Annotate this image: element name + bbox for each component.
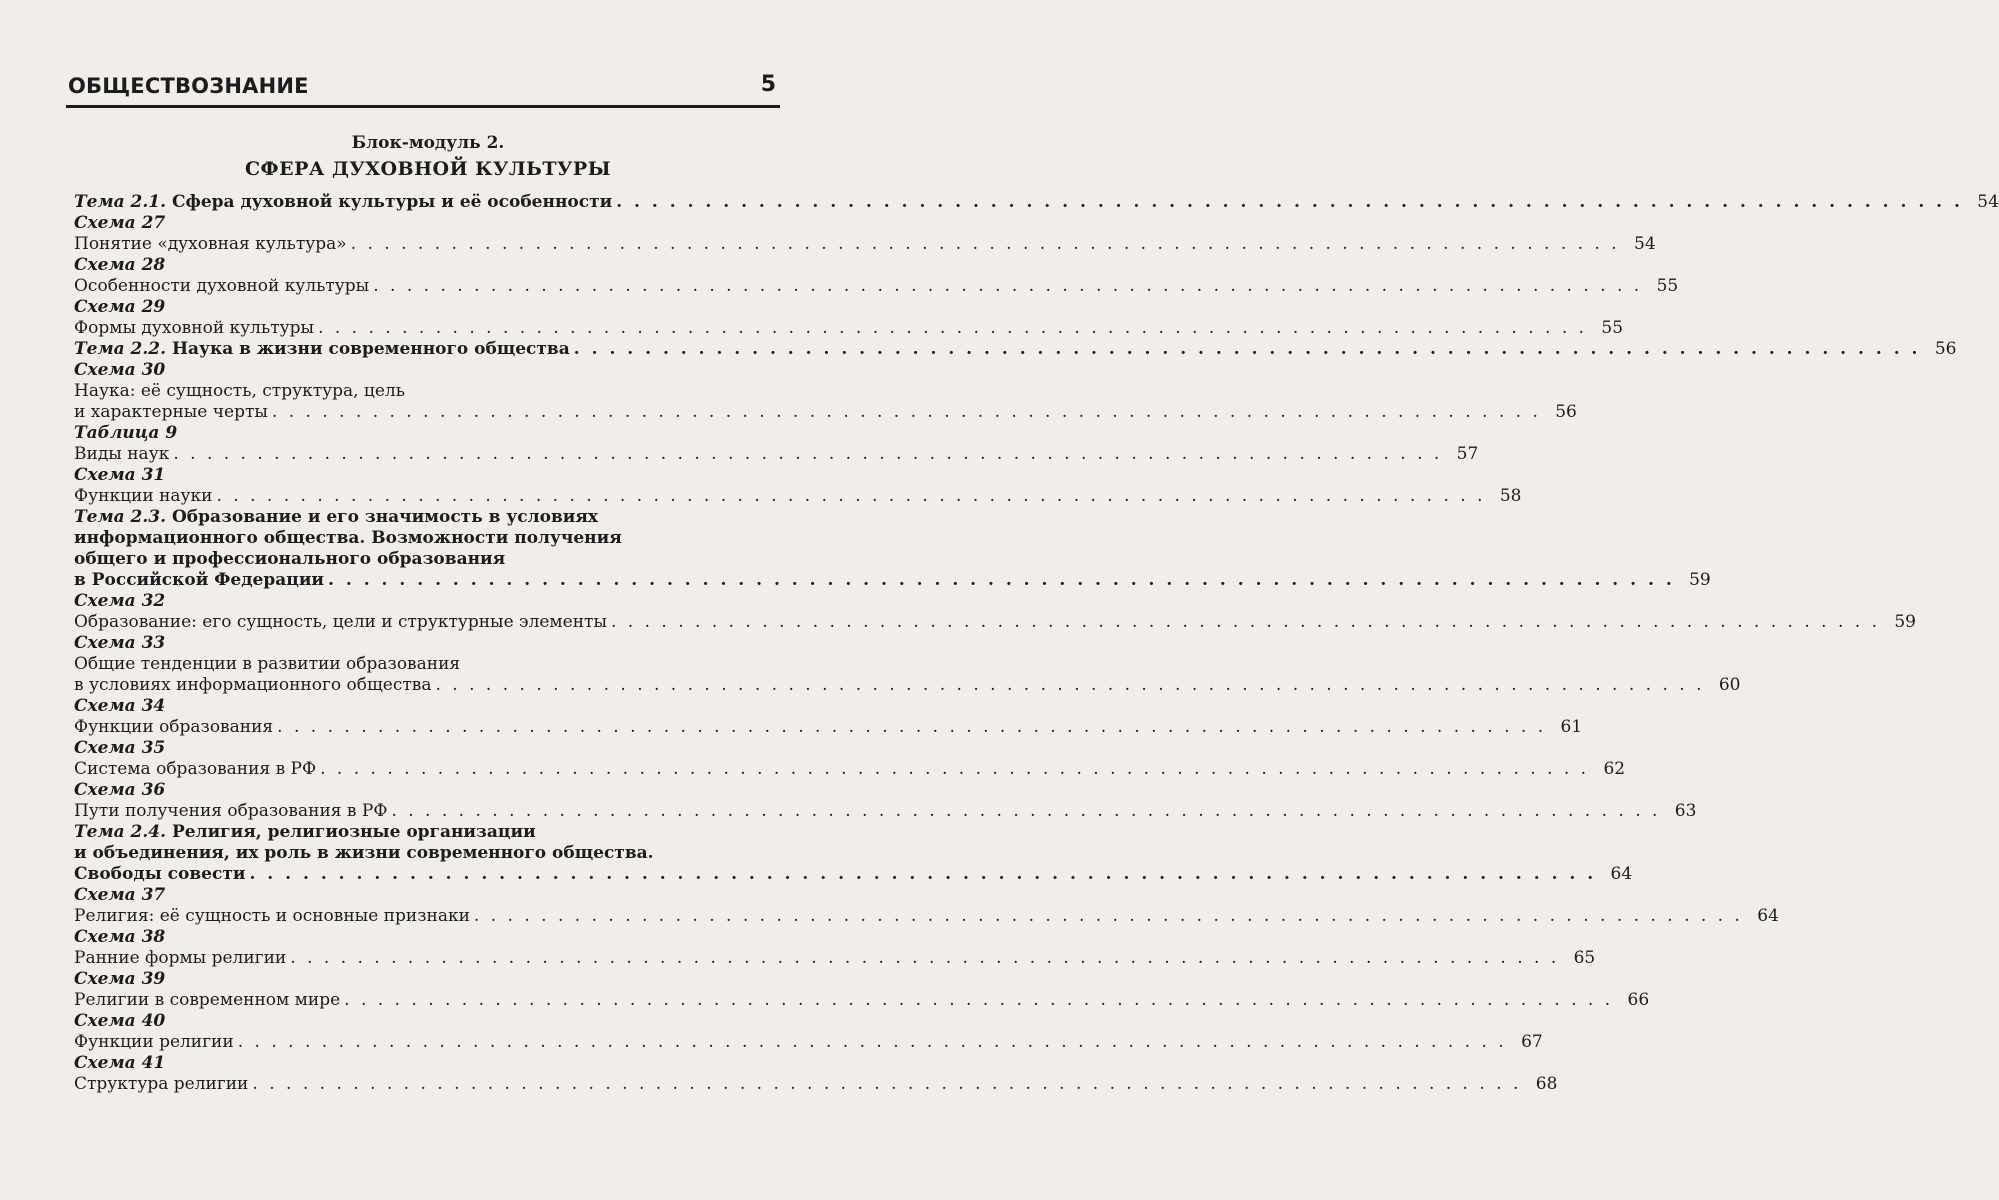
toc-entry-text: Система образования в РФ [74,759,317,779]
toc-dot-leader: . . . . . . . . . . . . . . . . . . . . . . . . . . . . . . . . . . . . . . . . . . . . . . . . . . . . . . . . . . . . . . . . . . . . . . . . . . . . [249,864,1597,884]
toc-dot-leader: . . . . . . . . . . . . . . . . . . . . . . . . . . . . . . . . . . . . . . . . . . . . . . . . . . . . . . . . . . . . . . . . . . . . . . . . . . . . [573,339,1921,359]
toc-page-number: 63 [1674,801,1697,821]
toc-page-number: 56 [1555,402,1577,422]
toc-dot-leader: . . . . . . . . . . . . . . . . . . . . . . . . . . . . . . . . . . . . . . . . . . . . . . . . . . . . . . . . . . . . . . . . . . . . . . . . . . . . [216,486,1486,506]
toc-dot-leader: . . . . . . . . . . . . . . . . . . . . . . . . . . . . . . . . . . . . . . . . . . . . . . . . . . . . . . . . . . . . . . . . . . . . . . . . . . . . [271,402,1541,422]
toc-entry [74,486,1522,507]
toc-page-number: 57 [1456,444,1479,464]
toc-dot-leader: . . . . . . . . . . . . . . . . . . . . . . . . . . . . . . . . . . . . . . . . . . . . . . . . . . . . . . . . . . . . . . . . . . . . . . . . . . . . [616,192,1963,212]
toc-schema-label: Таблица 9 [74,423,178,443]
toc-page-number: 67 [1521,1032,1543,1052]
toc-entry [74,801,1697,822]
toc-topic-entry [74,822,782,843]
toc-schema-label: Схема 30 [74,360,166,380]
toc-entry-text: и объединения, их роль в жизни современного общества. [74,843,654,863]
toc-entry-text: общего и профессионального образования [74,549,506,569]
toc-entry [74,276,1679,297]
page-number: 5 [760,72,776,97]
toc-entry [74,570,1711,591]
toc-dot-leader: . . . . . . . . . . . . . . . . . . . . . . . . . . . . . . . . . . . . . . . . . . . . . . . . . . . . . . . . . . . . . . . . . . . . . . . . . . . . [277,717,1547,737]
toc-dot-leader: . . . . . . . . . . . . . . . . . . . . . . . . . . . . . . . . . . . . . . . . . . . . . . . . . . . . . . . . . . . . . . . . . . . . . . . . . . . . [320,759,1590,779]
block-module-title: СФЕРА ДУХОВНОЙ КУЛЬТУРЫ [244,158,612,180]
toc-entry-text: Тема 2.1. Сфера духовной культуры и её особенности [74,192,613,212]
toc-schema-label: Схема 39 [74,969,166,989]
toc-schema-label: Схема 35 [74,738,166,758]
toc-entry-text: Религии в современном мире [74,990,341,1010]
toc-entry [74,843,782,864]
toc-dot-leader: . . . . . . . . . . . . . . . . . . . . . . . . . . . . . . . . . . . . . . . . . . . . . . . . . . . . . . . . . . . . . . . . . . . . . . . . . . . . [344,990,1614,1010]
toc-entry-text: Понятие «духовная культура» [74,234,347,254]
toc-schema-label: Схема 40 [74,1011,166,1031]
toc-entry-text: Общие тенденции в развитии образования [74,654,461,674]
toc-schema-label: Схема 38 [74,927,166,947]
toc-entry-text: Виды наук [74,444,170,464]
toc-entry-text: Особенности духовной культуры [74,276,370,296]
toc-dot-leader: . . . . . . . . . . . . . . . . . . . . . . . . . . . . . . . . . . . . . . . . . . . . . . . . . . . . . . . . . . . . . . . . . . . . . . . . . . . . [435,675,1705,695]
toc-topic-entry [74,507,782,528]
toc-dot-leader: . . . . . . . . . . . . . . . . . . . . . . . . . . . . . . . . . . . . . . . . . . . . . . . . . . . . . . . . . . . . . . . . . . . . . . . . . . . . [290,948,1560,968]
toc-topic-label: Тема 2.1. [74,192,167,212]
toc-entry [74,948,1596,969]
toc-entry-text: Религия: её сущность и основные признаки [74,906,470,926]
toc-entry [74,906,1779,927]
toc-dot-leader: . . . . . . . . . . . . . . . . . . . . . . . . . . . . . . . . . . . . . . . . . . . . . . . . . . . . . . . . . . . . . . . . . . . . . . . . . . . . [373,276,1643,296]
toc-page-number: 55 [1656,276,1679,296]
toc-topic-entry [74,192,1999,213]
toc-entry-text: Ранние формы религии [74,948,287,968]
toc-dot-leader: . . . . . . . . . . . . . . . . . . . . . . . . . . . . . . . . . . . . . . . . . . . . . . . . . . . . . . . . . . . . . . . . . . . . . . . . . . . . [391,801,1661,821]
toc-entry [74,759,1626,780]
toc-page-number: 59 [1894,612,1916,632]
toc-entry [74,444,1479,465]
running-head-title: ОБЩЕСТВОЗНАНИЕ [68,74,309,98]
toc-page-number: 64 [1610,864,1633,884]
toc-entry [74,318,1624,339]
toc-entry-text: Функции религии [74,1032,234,1052]
toc-page-number: 59 [1689,570,1711,590]
toc-schema-label: Схема 36 [74,780,166,800]
toc-page-number: 65 [1573,948,1596,968]
header-rule [66,105,780,108]
table-of-contents [74,192,1999,1095]
toc-page-number: 54 [1634,234,1656,254]
toc-page-number: 55 [1601,318,1624,338]
toc-entry-text: и характерные черты [74,402,268,422]
toc-page-number: 54 [1977,192,1999,212]
block-module-number: Блок-модуль 2. [351,133,505,153]
toc-dot-leader: . . . . . . . . . . . . . . . . . . . . . . . . . . . . . . . . . . . . . . . . . . . . . . . . . . . . . . . . . . . . . . . . . . . . . . . . . . . . [611,612,1880,632]
toc-entry-text: Наука: её сущность, структура, цель [74,381,405,401]
toc-entry [74,402,1577,423]
toc-entry-text: в Российской Федерации [74,570,325,590]
toc-schema-label: Схема 31 [74,465,166,485]
toc-page-number: 56 [1934,339,1957,359]
toc-entry-text: Образование: его сущность, цели и структурные элементы [74,612,607,632]
toc-schema-label: Схема 32 [74,591,166,611]
toc-entry-text: информационного общества. Возможности получения [74,528,622,548]
toc-topic-entry [74,339,1957,360]
toc-entry [74,612,1916,633]
toc-page-number: 61 [1560,717,1583,737]
toc-entry [74,717,1583,738]
toc-schema-label: Схема 34 [74,696,166,716]
toc-entry-text: Функции науки [74,486,213,506]
toc-entry-text: Тема 2.2. Наука в жизни современного общества [74,339,570,359]
toc-dot-leader: . . . . . . . . . . . . . . . . . . . . . . . . . . . . . . . . . . . . . . . . . . . . . . . . . . . . . . . . . . . . . . . . . . . . . . . . . . . . [328,570,1675,590]
toc-entry-text: Формы духовной культуры [74,318,315,338]
toc-entry-text: Структура религии [74,1074,249,1094]
toc-page-number: 68 [1535,1074,1558,1094]
toc-schema-label: Схема 29 [74,297,166,317]
toc-topic-label: Тема 2.2. [74,339,167,359]
toc-dot-leader: . . . . . . . . . . . . . . . . . . . . . . . . . . . . . . . . . . . . . . . . . . . . . . . . . . . . . . . . . . . . . . . . . . . . . . . . . . . . [350,234,1620,254]
toc-entry-text: в условиях информационного общества [74,675,432,695]
toc-entry [74,1032,1543,1053]
toc-entry [74,864,1633,885]
toc-entry-text: Свободы совести [74,864,246,884]
toc-entry [74,549,782,570]
toc-entry [74,528,782,549]
toc-entry-text: Тема 2.3. Образование и его значимость в условиях [74,507,599,527]
toc-schema-label: Схема 33 [74,633,166,653]
toc-entry-text: Тема 2.4. Религия, религиозные организации [74,822,536,842]
toc-dot-leader: . . . . . . . . . . . . . . . . . . . . . . . . . . . . . . . . . . . . . . . . . . . . . . . . . . . . . . . . . . . . . . . . . . . . . . . . . . . . [473,906,1743,926]
toc-dot-leader: . . . . . . . . . . . . . . . . . . . . . . . . . . . . . . . . . . . . . . . . . . . . . . . . . . . . . . . . . . . . . . . . . . . . . . . . . . . . [173,444,1443,464]
toc-topic-label: Тема 2.3. [74,507,167,527]
toc-entry [74,234,1656,255]
toc-page-number: 58 [1499,486,1522,506]
toc-entry-text: Пути получения образования в РФ [74,801,388,821]
running-head [68,72,776,102]
toc-topic-label: Тема 2.4. [74,822,167,842]
toc-dot-leader: . . . . . . . . . . . . . . . . . . . . . . . . . . . . . . . . . . . . . . . . . . . . . . . . . . . . . . . . . . . . . . . . . . . . . . . . . . . . [237,1032,1507,1052]
toc-schema-label: Схема 41 [74,1053,166,1073]
toc-schema-label: Схема 27 [74,213,166,233]
toc-schema-label: Схема 37 [74,885,166,905]
toc-dot-leader: . . . . . . . . . . . . . . . . . . . . . . . . . . . . . . . . . . . . . . . . . . . . . . . . . . . . . . . . . . . . . . . . . . . . . . . . . . . . [318,318,1588,338]
toc-entry [74,1074,1558,1095]
toc-entry [74,675,1741,696]
toc-page-number: 66 [1627,990,1650,1010]
toc-entry [74,990,1650,1011]
toc-entry-text: Функции образования [74,717,274,737]
toc-page-number: 62 [1603,759,1626,779]
toc-schema-label: Схема 28 [74,255,166,275]
toc-entry [74,654,782,675]
toc-page-number: 64 [1757,906,1779,926]
toc-dot-leader: . . . . . . . . . . . . . . . . . . . . . . . . . . . . . . . . . . . . . . . . . . . . . . . . . . . . . . . . . . . . . . . . . . . . . . . . . . . . [252,1074,1522,1094]
toc-page-number: 60 [1718,675,1741,695]
toc-entry [74,381,782,402]
